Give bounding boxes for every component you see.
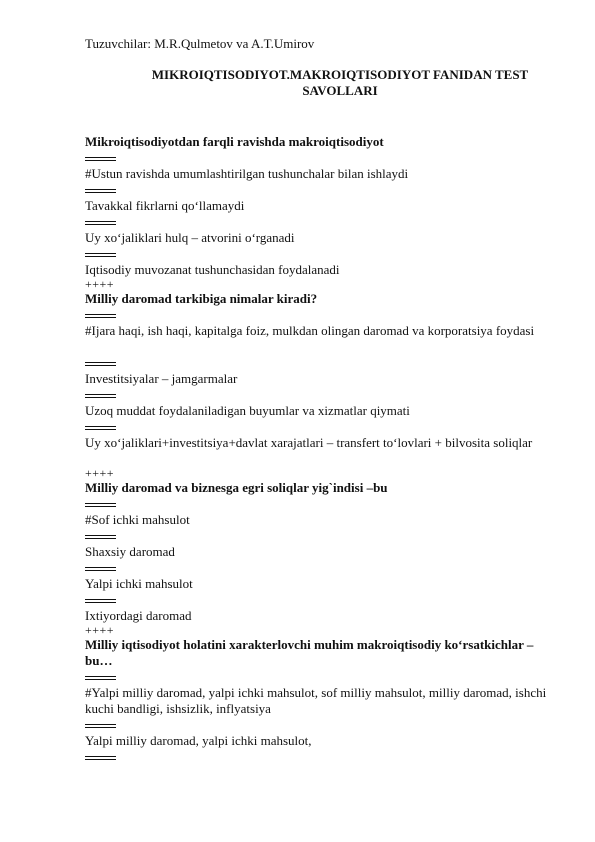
question-1: Mikroiqtisodiyotdan farqli ravishda makroiqtisodiyot — [85, 134, 384, 149]
answer-4-1: #Yalpi milliy daromad, yalpi ichki mahsulot, sof milliy mahsulot, milliy daromad, ishchi kuchi bandligi, ishsizlik, inflyatsiya — [85, 685, 547, 716]
answer-separator — [85, 528, 555, 544]
document-title: MIKROIQTISODIYOT.MAKROIQTISODIYOT FANIDAN TEST SAVOLLARI — [151, 67, 529, 98]
question-separator: ++++ — [85, 277, 115, 291]
answer-separator — [85, 749, 555, 765]
answer-1-2: Tavakkal fikrlarni qo‘llamaydi — [85, 198, 245, 213]
answer-separator — [85, 387, 555, 403]
question-2: Milliy daromad tarkibiga nimalar kiradi? — [85, 291, 318, 306]
answer-separator — [85, 419, 555, 435]
question-separator: ++++ — [85, 466, 115, 480]
answer-4-2: Yalpi milliy daromad, yalpi ichki mahsulot, — [85, 733, 312, 748]
question-separator: ++++ — [85, 623, 115, 637]
answer-separator — [85, 496, 555, 512]
answer-2-3: Uzoq muddat foydalaniladigan buyumlar va xizmatlar qiymati — [85, 403, 410, 418]
answer-1-4: Iqtisodiy muvozanat tushunchasidan foydalanadi — [85, 262, 340, 277]
answer-separator — [85, 307, 555, 323]
test-content — [85, 134, 555, 765]
answer-separator — [85, 717, 555, 733]
answer-separator — [85, 355, 555, 371]
answer-2-2: Investitsiyalar – jamgarmalar — [85, 371, 238, 386]
question-3: Milliy daromad va biznesga egri soliqlar yig`indisi –bu — [85, 480, 388, 495]
answer-separator — [85, 214, 555, 230]
answer-1-3: Uy xo‘jaliklari hulq – atvorini o‘rganadi — [85, 230, 295, 245]
answer-2-1: #Ijara haqi, ish haqi, kapitalga foiz, mulkdan olingan daromad va korporatsiya foydasi — [85, 323, 535, 338]
answer-separator — [85, 669, 555, 685]
answer-separator — [85, 182, 555, 198]
answer-3-1: #Sof ichki mahsulot — [85, 512, 190, 527]
answer-1-1: #Ustun ravishda umumlashtirilgan tushunchalar bilan ishlaydi — [85, 166, 409, 181]
answer-2-4: Uy xo‘jaliklari+investitsiya+davlat xarajatlari – transfert to‘lovlari + bilvosita soliqlar — [85, 435, 533, 450]
answer-3-4: Ixtiyordagi daromad — [85, 608, 192, 623]
answer-separator — [85, 246, 555, 262]
answer-separator — [85, 560, 555, 576]
answer-separator — [85, 150, 555, 166]
question-4: Milliy iqtisodiyot holatini xarakterlovchi muhim makroiqtisodiy ko‘rsatkichlar – bu… — [85, 637, 534, 668]
document-authors: Tuzuvchilar: M.R.Qulmetov va A.T.Umirov — [85, 36, 315, 51]
answer-3-3: Yalpi ichki mahsulot — [85, 576, 193, 591]
answer-3-2: Shaxsiy daromad — [85, 544, 175, 559]
answer-separator — [85, 592, 555, 608]
